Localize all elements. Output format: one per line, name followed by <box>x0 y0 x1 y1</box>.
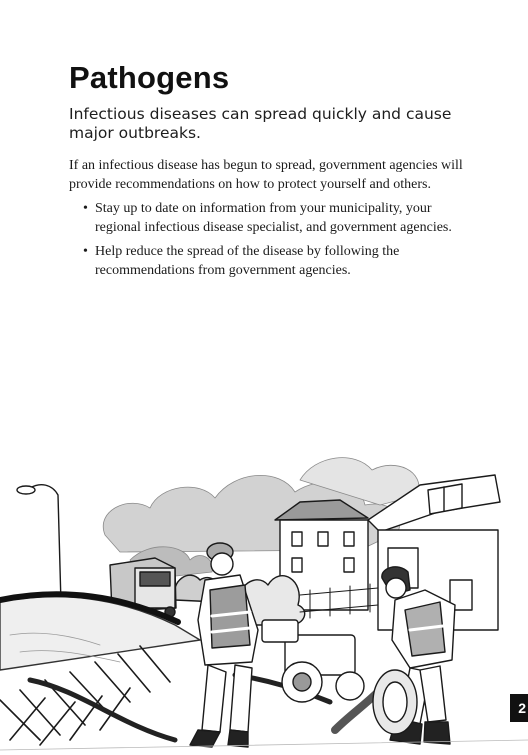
page-number: 2 <box>510 694 528 722</box>
bullet-glyph: • <box>83 244 88 259</box>
list-item <box>69 199 469 237</box>
ground-line <box>0 740 528 750</box>
water-pump <box>262 620 364 702</box>
intro-paragraph: If an infectious disease has begun to spread, government agencies will provide recommendations on how to protect yourself and others. <box>69 158 463 192</box>
list-item <box>69 242 469 280</box>
list-item-text: Stay up to date on information from your municipality, your regional infectious disease specialist, and government agencies. <box>95 201 452 235</box>
bullet-glyph: • <box>83 201 88 216</box>
recommendation-list <box>69 199 469 285</box>
page-title: Pathogens <box>69 60 230 95</box>
page-subtitle: Infectious diseases can spread quickly and cause major outbreaks. <box>69 105 452 142</box>
hose-roll <box>373 670 417 734</box>
list-item-text: Help reduce the spread of the disease by following the recommendations from government agencies. <box>95 244 400 278</box>
flood-response-illustration <box>0 440 528 755</box>
